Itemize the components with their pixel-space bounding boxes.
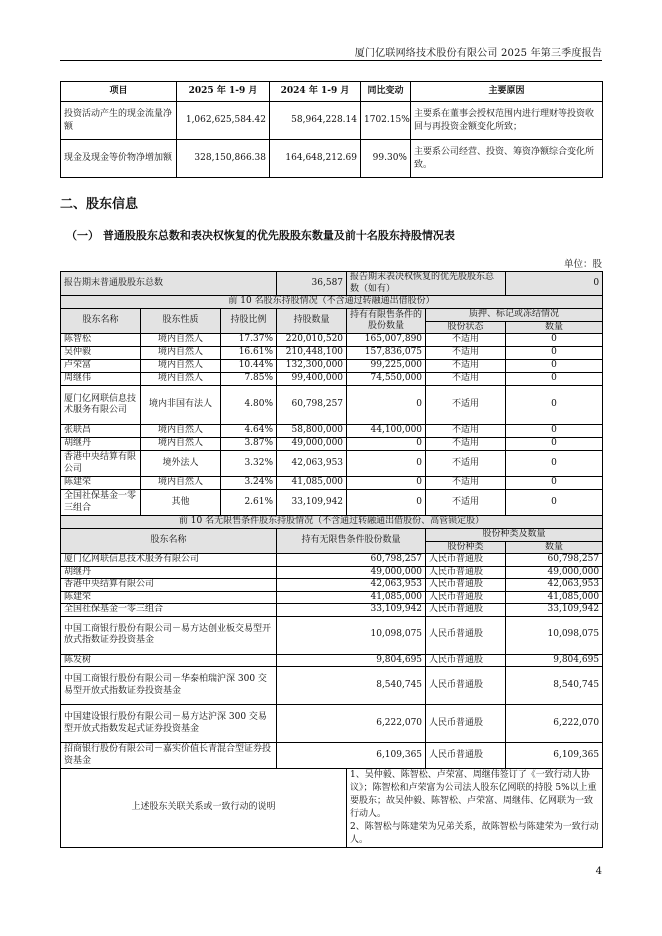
holder-ratio: 10.44% [221,360,277,373]
holder-name: 陈智松 [61,334,141,347]
table-row [61,438,603,451]
holder-count: 0 [506,425,603,438]
holder-qty: 210,448,100 [277,347,347,360]
holder-restricted: 0 [347,477,426,490]
holder-count: 0 [506,360,603,373]
holder-status: 不适用 [426,477,506,490]
unrestricted-qty: 6,222,070 [277,705,426,743]
holder-ratio: 3.32% [221,451,277,477]
table-row [61,616,603,654]
col-header-2025: 2025 年 1-9 月 [177,82,270,102]
holder-name: 周继伟 [61,373,141,386]
holder-count: 0 [506,334,603,347]
table-row [61,140,603,178]
unrestricted-name: 胡继丹 [61,566,277,579]
unrestricted-type: 人民币普通股 [426,654,506,667]
holder-name: 陈建荣 [61,477,141,490]
holder-status: 不适用 [426,425,506,438]
holder-ratio: 3.24% [221,477,277,490]
cashflow-2024: 164,648,212.69 [270,140,361,178]
table-row [61,477,603,490]
table-row [61,386,603,425]
unrestricted-title: 前 10 名无限售条件股东持股情况（不含通过转融通出借股份、高管锁定股） [61,516,603,529]
holder-nature: 境内自然人 [141,373,221,386]
header-rule [60,60,602,61]
subsection-title: （一） 普通股股东总数和表决权恢复的优先股股东数量及前十名股东持股情况表 [66,229,455,242]
relationship-row [61,769,603,848]
top10-col-ratio: 持股比例 [221,309,277,334]
holder-name: 卢荣富 [61,360,141,373]
common-holders-value: 36,587 [277,272,347,296]
shareholder-table [60,271,603,848]
holder-qty: 58,800,000 [277,425,347,438]
table-row [61,591,603,604]
holder-count: 0 [506,490,603,516]
unrestricted-type: 人民币普通股 [426,591,506,604]
unrestricted-qty: 33,109,942 [277,604,426,617]
holder-ratio: 16.61% [221,347,277,360]
unrestricted-count: 41,085,000 [506,591,603,604]
unrestricted-name: 陈发树 [61,654,277,667]
unrestricted-qty: 49,000,000 [277,566,426,579]
holder-status: 不适用 [426,438,506,451]
holder-ratio: 7.85% [221,373,277,386]
holder-qty: 132,300,000 [277,360,347,373]
cashflow-change: 1702.15% [361,102,411,140]
holder-ratio: 4.80% [221,386,277,425]
unrestricted-type: 人民币普通股 [426,743,506,769]
holder-nature: 境内自然人 [141,477,221,490]
col-header-item: 项目 [61,82,177,102]
holder-count: 0 [506,347,603,360]
unrestricted-count: 10,098,075 [506,616,603,654]
table-row [61,604,603,617]
holder-qty: 42,063,953 [277,451,347,477]
holder-name: 香港中央结算有限公司 [61,451,141,477]
holder-ratio: 17.37% [221,334,277,347]
unrestricted-count: 9,804,695 [506,654,603,667]
preferred-holders-label: 报告期末表决权恢复的优先股股东总数（如有） [347,272,506,296]
holder-status: 不适用 [426,490,506,516]
unrestricted-qty: 41,085,000 [277,591,426,604]
top10-col-restricted: 持有有限售条件的股份数量 [347,309,426,334]
unrestricted-count: 49,000,000 [506,566,603,579]
page-header: 厦门亿联网络技术股份有限公司 2025 年第三季度报告 [354,48,602,59]
cashflow-reason: 主要系公司经营、投资、筹资净额综合变化所致。 [411,140,603,178]
holder-nature: 境内自然人 [141,360,221,373]
table-row [61,451,603,477]
summary-row [61,272,603,296]
holder-nature: 境内自然人 [141,347,221,360]
unrestricted-name: 中国建设银行股份有限公司－易方达沪深 300 交易型开放式指数发起式证券投资基金 [61,705,277,743]
unrestricted-count: 60,798,257 [506,554,603,567]
unrestricted-qty: 10,098,075 [277,616,426,654]
table-row [61,102,603,140]
unrestricted-type: 人民币普通股 [426,566,506,579]
holder-name: 全国社保基金一零三组合 [61,490,141,516]
page-number: 4 [595,866,602,877]
table-row [61,579,603,592]
holder-nature: 境外法人 [141,451,221,477]
top10-col-name: 股东名称 [61,309,141,334]
table-row [61,373,603,386]
holder-qty: 33,109,942 [277,490,347,516]
table-row [61,654,603,667]
holder-status: 不适用 [426,334,506,347]
unrestricted-count: 33,109,942 [506,604,603,617]
top10-col-status: 股份状态 [426,321,506,334]
top10-title: 前 10 名股东持股情况（不含通过转融通出借股份） [61,296,603,309]
unrestricted-name: 陈建荣 [61,591,277,604]
unrestricted-col-name: 股东名称 [61,529,277,554]
cashflow-2024: 58,964,228.14 [270,102,361,140]
table-row [61,705,603,743]
holder-restricted: 0 [347,438,426,451]
holder-nature: 境内非国有法人 [141,386,221,425]
table-row [61,667,603,705]
holder-status: 不适用 [426,373,506,386]
unrestricted-type: 人民币普通股 [426,616,506,654]
cashflow-item: 现金及现金等价物净增加额 [61,140,177,178]
unrestricted-qty: 42,063,953 [277,579,426,592]
holder-ratio: 3.87% [221,438,277,451]
table-row [61,360,603,373]
holder-restricted: 165,007,890 [347,334,426,347]
holder-name: 厦门亿网联信息技术服务有限公司 [61,386,141,425]
holder-count: 0 [506,386,603,425]
unrestricted-name: 厦门亿网联信息技术服务有限公司 [61,554,277,567]
holder-nature: 境内自然人 [141,425,221,438]
relationship-text: 1、吴仲毅、陈智松、卢荣富、周继伟签订了《一致行动人协议》；陈智松和卢荣富为公司法人股东亿网联的持股 5%以上重要股东；故吴仲毅、陈智松、卢荣富、周继伟、亿网联为一致行动人。 2、陈智松与陈建荣为兄弟关系，故陈智松与陈建荣为一致行动人。 [347,769,603,848]
top10-col-nature: 股东性质 [141,309,221,334]
unrestricted-count: 6,109,365 [506,743,603,769]
unrestricted-name: 全国社保基金一零三组合 [61,604,277,617]
holder-qty: 220,010,520 [277,334,347,347]
unrestricted-type: 人民币普通股 [426,579,506,592]
holder-restricted: 99,225,000 [347,360,426,373]
unrestricted-qty: 6,109,365 [277,743,426,769]
unrestricted-type: 人民币普通股 [426,667,506,705]
table-row [61,490,603,516]
holder-restricted: 0 [347,386,426,425]
holder-status: 不适用 [426,360,506,373]
unrestricted-col-count: 数量 [506,541,603,554]
unrestricted-name: 中国工商银行股份有限公司－华泰柏瑞沪深 300 交易型开放式指数证券投资基金 [61,667,277,705]
section-title: 二、股东信息 [60,197,139,212]
unrestricted-type: 人民币普通股 [426,604,506,617]
holder-restricted: 0 [347,451,426,477]
top10-col-qty: 持股数量 [277,309,347,334]
holder-qty: 41,085,000 [277,477,347,490]
unrestricted-name: 招商银行股份有限公司－嘉实价值长青混合型证券投资基金 [61,743,277,769]
holder-nature: 境内自然人 [141,438,221,451]
holder-status: 不适用 [426,347,506,360]
table-row [61,554,603,567]
cashflow-table [60,81,603,178]
holder-qty: 49,000,000 [277,438,347,451]
unrestricted-name: 中国工商银行股份有限公司－易方达创业板交易型开放式指数证券投资基金 [61,616,277,654]
col-header-2024: 2024 年 1-9 月 [270,82,361,102]
unrestricted-name: 香港中央结算有限公司 [61,579,277,592]
holder-name: 胡继丹 [61,438,141,451]
holder-count: 0 [506,438,603,451]
table-row [61,566,603,579]
unrestricted-col-type-group: 股份种类及数量 [426,529,603,542]
holder-status: 不适用 [426,386,506,425]
unrestricted-qty: 8,540,745 [277,667,426,705]
holder-restricted: 157,836,075 [347,347,426,360]
holder-count: 0 [506,373,603,386]
holder-restricted: 74,550,000 [347,373,426,386]
top10-col-count: 数量 [506,321,603,334]
holder-restricted: 44,100,000 [347,425,426,438]
table-row [61,743,603,769]
top10-col-pledge: 质押、标记或冻结情况 [426,309,603,322]
cashflow-change: 99.30% [361,140,411,178]
unrestricted-count: 6,222,070 [506,705,603,743]
unit-label: 单位：股 [563,259,602,270]
relationship-label: 上述股东关联关系或一致行动的说明 [61,769,347,848]
unrestricted-count: 8,540,745 [506,667,603,705]
preferred-holders-value: 0 [506,272,603,296]
holder-qty: 99,400,000 [277,373,347,386]
unrestricted-qty: 60,798,257 [277,554,426,567]
cashflow-2025: 1,062,625,584.42 [177,102,270,140]
unrestricted-col-type: 股份种类 [426,541,506,554]
holder-count: 0 [506,451,603,477]
col-header-reason: 主要原因 [411,82,603,102]
table-row [61,425,603,438]
holder-nature: 境内自然人 [141,334,221,347]
cashflow-reason: 主要系在董事会授权范围内进行理财等投资收回与再投资金额变化所致； [411,102,603,140]
table-row [61,347,603,360]
holder-count: 0 [506,477,603,490]
holder-nature: 其他 [141,490,221,516]
unrestricted-qty: 9,804,695 [277,654,426,667]
holder-ratio: 4.64% [221,425,277,438]
unrestricted-type: 人民币普通股 [426,554,506,567]
cashflow-item: 投资活动产生的现金流量净额 [61,102,177,140]
holder-qty: 60,798,257 [277,386,347,425]
holder-status: 不适用 [426,451,506,477]
cashflow-2025: 328,150,866.38 [177,140,270,178]
holder-ratio: 2.61% [221,490,277,516]
holder-name: 张联昌 [61,425,141,438]
holder-name: 吴仲毅 [61,347,141,360]
table-row [61,334,603,347]
unrestricted-type: 人民币普通股 [426,705,506,743]
unrestricted-count: 42,063,953 [506,579,603,592]
unrestricted-col-qty: 持有无限售条件股份数量 [277,529,426,554]
col-header-change: 同比变动 [361,82,411,102]
holder-restricted: 0 [347,490,426,516]
common-holders-label: 报告期末普通股股东总数 [61,272,277,296]
